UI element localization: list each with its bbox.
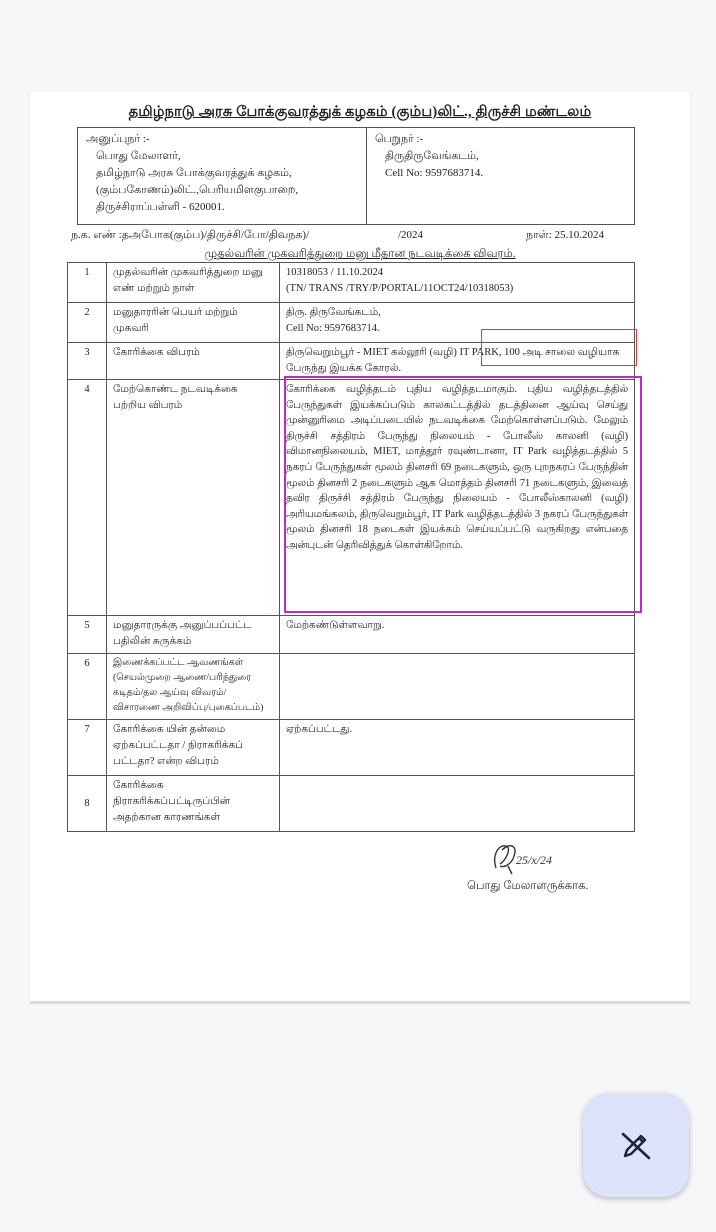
row-number: 3 [68,343,107,380]
attachments-value [280,654,635,720]
receiver-label: பெறுநர் :- [375,133,424,145]
row-number: 5 [68,616,107,654]
edit-off-icon [619,1128,653,1162]
row-number: 7 [68,720,107,776]
signature-title: பொது மேலாளருக்காக. [467,880,589,892]
petitioner-name: திரு. திருவேங்கடம், [286,307,381,318]
table-row [68,720,635,776]
action-taken-text: கோரிக்கை வழித்தடம் புதிய வழித்தடமாகும். புதிய வழித்தடத்தில் பேருந்துகள் இயக்கப்படும் காலகட்டத்தில் தடத்தினை ஆய்வு செய்து முன்னுரிமை அடிப்படையில் நடவடிக்கை மேற்கொள்ளப்படும். மேலும் திருச்சி சத்திரம் பேருந்து நிலையம் - போலீஸ் காலனி (வழி) விமானநிலையம், MIET, மாத்தூர் ரவுண்டானா, IT Park வழித்தடத்தில் 5 நகரப் பேருந்துகள் மூலம் தினசரி 69 நடைகளும், ஒரு புறநகரப் பேருந்தின் மூலம் தினசரி 2 நடைகளும் ஆக மொத்தம் தினசரி 71 நடைகளும், இவைத் தவிர திருச்சி சத்திரம் பேருந்து நிலையம் - போலீஸ்காலனி (வழி) அரியமங்கலம், திருவெறும்பூர், IT Park வழித்தடத்தில் 3 நகரப் பேருந்துகள் மூலம் தினசரி 18 நடைகள் இயக்கம் செய்யப்பட்டு வருகிறது என்பதை அன்புடன் தெரிவித்துக் கொள்கிறோம். [280,380,635,616]
row-number: 6 [68,654,107,720]
receiver-block [367,128,634,224]
letter-date: நாள்: 25.10.2024 [526,229,605,241]
row-label: கோரிக்கை யின் தன்மை ஏற்கப்பட்டதா / நிராகரிக்கப் பட்டதா? என்ற விபரம் [107,720,280,776]
row-value [280,263,635,303]
page-edge [30,1001,690,1004]
sender-line: (கும்பகோணம்)லிட்.,பெரியமிளகுபாறை, [96,184,299,196]
table-row [68,654,635,720]
petition-number: 10318053 / 11.10.2024 [286,267,384,278]
row-label: கோரிக்கை நிராகரிக்கப்பட்டிருப்பின் அதற்கான காரணங்கள் [107,776,280,832]
reply-summary: மேற்கண்டுள்ளவாறு. [280,616,635,654]
sender-block [78,128,367,224]
subject-line: முதல்வரின் முகவரித்துறை மனு மீதான நடவடிக்கை விவரம். [204,248,516,260]
row-label: மனுதாரரின் பெயர் மற்றும் முகவரி [107,303,280,343]
document-title: தமிழ்நாடு அரசு போக்குவரத்துக் கழகம் (கும்ப)லிட்., திருச்சி மண்டலம் [128,104,592,120]
table-row [68,776,635,832]
table-row [68,263,635,303]
row-label: முதல்வரின் முகவரித்துறை மனு எண் மற்றும் நாள் [107,263,280,303]
table-row [68,616,635,654]
sender-label: அனுப்புநர் :- [86,133,150,145]
row-number: 4 [68,380,107,616]
sender-line: திருச்சிராப்பள்ளி - 620001. [96,201,225,213]
row-label: மனுதாரருக்கு அனுப்பப்பட்ட பதிலின் சுருக்கம் [107,616,280,654]
reference-year: /2024 [398,229,424,241]
request-status: ஏற்கப்பட்டது. [280,720,635,776]
receiver-line: Cell No: 9597683714. [385,167,484,179]
row-number: 8 [68,776,107,832]
sender-line: தமிழ்நாடு அரசு போக்குவரத்துக் கழகம், [96,167,292,179]
red-highlight-box [481,329,637,366]
signature-date: 25/x/24 [516,853,552,867]
portal-reference: (TN/ TRANS /TRY/P/PORTAL/11OCT24/10318053) [286,283,514,294]
signature-mark [488,838,578,884]
row-label: மேற்கொண்ட நடவடிக்கை பற்றிய விபரம் [107,380,280,616]
row-number: 1 [68,263,107,303]
receiver-line: திருதிருவேங்கடம், [385,150,479,162]
request-details: திருவெறும்பூர் - MIET கல்லூரி (வழி) IT PARK, 100 அடி சாலை வழியாக பேருந்து இயக்க கோரல். [280,343,635,380]
petitioner-phone: Cell No: 9597683714. [286,323,380,334]
reference-number: ந.க. எண் :தஅபோக(கும்ப)/திருச்சி/போ/திவநக)/ [71,229,310,241]
row-number: 2 [68,303,107,343]
row-label: கோரிக்கை விபரம் [107,343,280,380]
row-label: இணைக்கப்பட்ட ஆவணங்கள் (செயல்முறை ஆணை/பரிந்துரை கடிதம்/தல ஆய்வு விவரம்/ விசாரணை அறிவிப்பு/புகைப்படம்) [107,654,280,720]
sender-line: பொது மேலாளர், [96,150,181,162]
magenta-highlight-box [284,376,642,613]
address-box [77,127,635,225]
edit-button[interactable] [583,1093,689,1197]
rejection-reason [280,776,635,832]
